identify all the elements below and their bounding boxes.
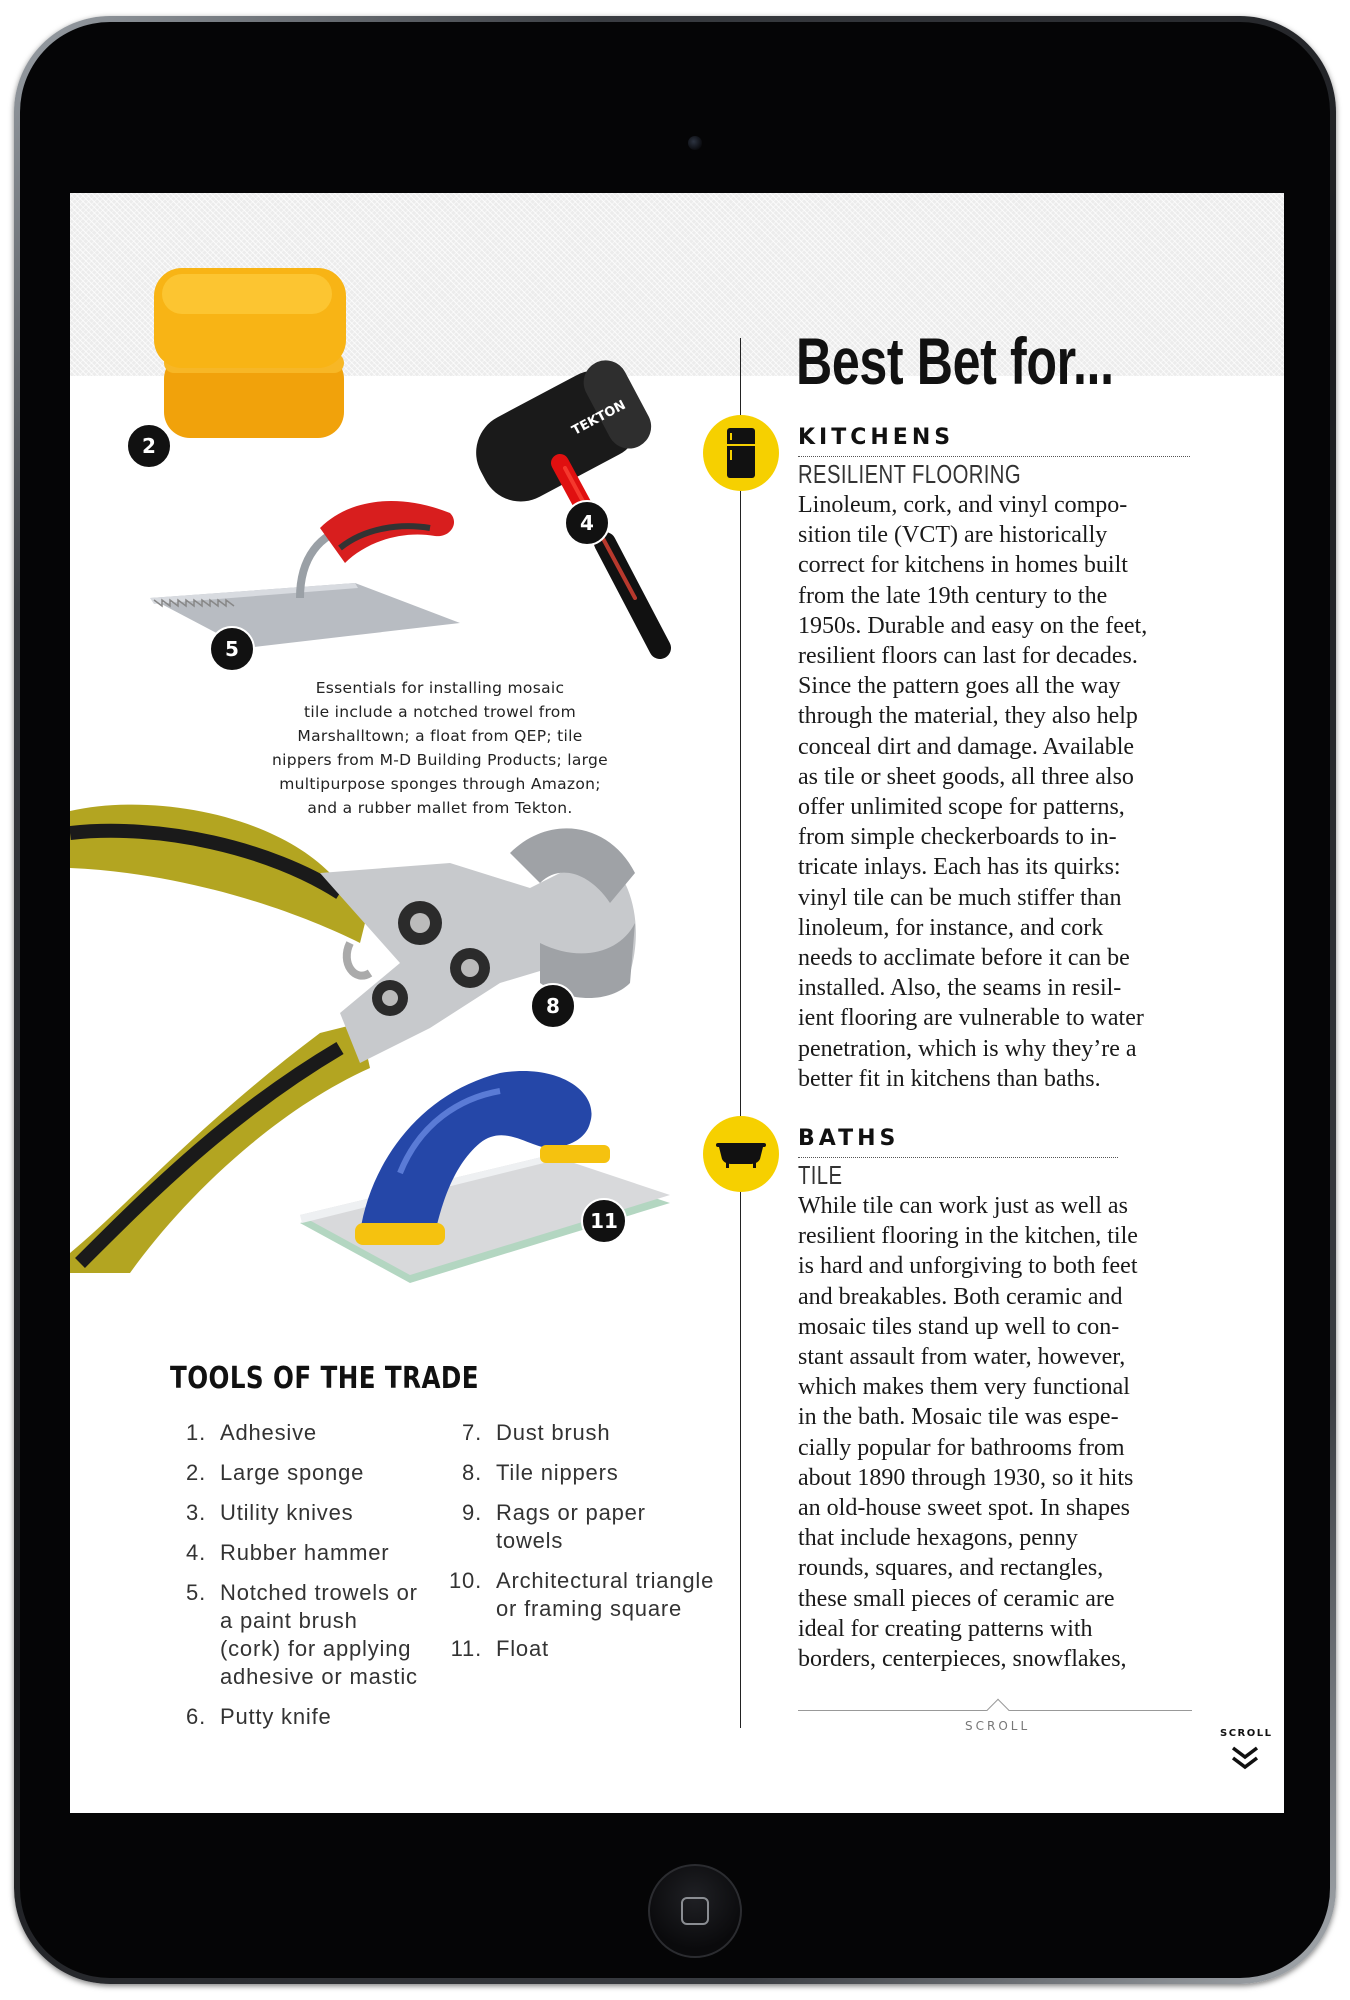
- body-line: offer unlimited scope for patterns,: [798, 794, 1125, 821]
- bathtub-icon: [703, 1116, 779, 1192]
- baths-body: [798, 1191, 1188, 1674]
- tool-item: [170, 1539, 470, 1567]
- tool-number: 3.: [186, 1500, 206, 1525]
- tool-item: [170, 1459, 470, 1487]
- tool-item: [170, 1703, 470, 1731]
- body-line: Since the pattern goes all the way: [798, 673, 1121, 700]
- body-line: borders, centerpieces, snowflakes,: [798, 1646, 1127, 1673]
- grout-float-image: [300, 1053, 700, 1283]
- tool-label: Putty knife: [220, 1704, 332, 1729]
- body-line: as tile or sheet goods, all three also: [798, 763, 1134, 790]
- tools-of-the-trade-heading: TOOLS OF THE TRADE: [170, 1361, 479, 1396]
- body-line: that include hexagons, penny: [798, 1525, 1078, 1552]
- camera-icon: [688, 136, 702, 150]
- tool-label: Utility knives: [220, 1500, 354, 1525]
- body-line: needs to acclimate before it can be: [798, 945, 1130, 972]
- body-line: correct for kitchens in homes built: [798, 552, 1128, 579]
- sponge-number-badge: 2: [126, 423, 172, 469]
- body-line: 1950s. Durable and easy on the feet,: [798, 612, 1148, 639]
- body-line: ideal for creating patterns with: [798, 1615, 1093, 1642]
- body-line: better fit in kitchens than baths.: [798, 1065, 1101, 1092]
- tool-item: [446, 1459, 736, 1487]
- body-line: which makes them very functional: [798, 1374, 1130, 1401]
- tool-label: Large sponge: [220, 1460, 365, 1485]
- mallet-number-badge: 4: [564, 500, 610, 546]
- caption-line: and a rubber mallet from Tekton.: [307, 799, 573, 817]
- body-line: from simple checkerboards to in-: [798, 824, 1117, 851]
- tool-label: Notched trowels or a paint brush (cork) for applying adhesive or mastic: [220, 1580, 418, 1689]
- tool-number: 1.: [186, 1420, 206, 1445]
- body-line: mosaic tiles stand up well to con-: [798, 1313, 1120, 1340]
- baths-heading: BATHS: [798, 1126, 1118, 1158]
- body-line: is hard and unforgiving to both feet: [798, 1253, 1138, 1280]
- body-line: installed. Also, the seams in resil-: [798, 975, 1122, 1002]
- kitchens-body: [798, 490, 1188, 1094]
- trowel-number-badge: 5: [209, 626, 255, 672]
- body-line: and breakables. Both ceramic and: [798, 1283, 1123, 1310]
- caption-line: Essentials for installing mosaic: [315, 679, 565, 697]
- caption-line: multipurpose sponges through Amazon;: [279, 775, 601, 793]
- column-divider: [740, 338, 741, 1728]
- body-line: ient flooring are vulnerable to water: [798, 1005, 1144, 1032]
- body-line: penetration, which is why they’re a: [798, 1035, 1137, 1062]
- tool-item: [446, 1567, 736, 1623]
- notched-trowel-image: [150, 488, 480, 648]
- tool-label: Dust brush: [496, 1420, 611, 1445]
- float-number-badge: 11: [581, 1198, 627, 1244]
- tool-number: 9.: [462, 1500, 482, 1525]
- tool-item: [446, 1635, 736, 1663]
- home-button[interactable]: [648, 1864, 742, 1958]
- tool-item: [170, 1579, 470, 1691]
- tool-item: [446, 1419, 736, 1447]
- nippers-number-badge: 8: [530, 983, 576, 1029]
- tool-label: Rags or paper towels: [496, 1500, 646, 1553]
- tools-list-right: [446, 1419, 736, 1675]
- tool-label: Adhesive: [220, 1420, 317, 1445]
- magazine-page: [70, 193, 1284, 1813]
- tool-number: 2.: [186, 1460, 206, 1485]
- svg-text:TEKTON: TEKTON: [569, 397, 629, 439]
- body-line: stant assault from water, however,: [798, 1344, 1126, 1371]
- tools-list-left: [170, 1419, 470, 1743]
- tool-item: [446, 1499, 736, 1555]
- tool-item: [170, 1419, 470, 1447]
- rubber-mallet-image: [455, 328, 705, 668]
- body-line: While tile can work just as well as: [798, 1193, 1128, 1219]
- tool-number: 8.: [462, 1460, 482, 1485]
- body-line: cially popular for bathrooms from: [798, 1434, 1125, 1461]
- kitchens-subheading: RESILIENT FLOORING: [798, 459, 1022, 489]
- tool-label: Architectural triangle or framing square: [496, 1568, 715, 1621]
- body-line: resilient floors can last for decades.: [798, 643, 1138, 670]
- tool-label: Tile nippers: [496, 1460, 619, 1485]
- body-line: from the late 19th century to the: [798, 582, 1108, 609]
- caption-line: Marshalltown; a float from QEP; tile: [297, 727, 583, 745]
- body-line: vinyl tile can be much stiffer than: [798, 884, 1122, 911]
- body-line: these small pieces of ceramic are: [798, 1585, 1115, 1612]
- body-line: conceal dirt and damage. Available: [798, 733, 1135, 760]
- body-line: in the bath. Mosaic tile was espe-: [798, 1404, 1119, 1431]
- tool-number: 11.: [450, 1636, 482, 1661]
- tool-number: 4.: [186, 1540, 206, 1565]
- body-line: linoleum, for instance, and cork: [798, 914, 1104, 941]
- scroll-notch-icon: [987, 1699, 1010, 1722]
- tool-number: 7.: [462, 1420, 482, 1445]
- body-line: resilient flooring in the kitchen, tile: [798, 1223, 1138, 1250]
- body-line: Linoleum, cork, and vinyl compo-: [798, 492, 1128, 518]
- baths-subheading: TILE: [798, 1160, 843, 1190]
- double-chevron-down-icon: [1230, 1745, 1260, 1771]
- scroll-indicator-label: SCROLL: [965, 1719, 1031, 1733]
- scroll-button-label: SCROLL: [1220, 1728, 1273, 1739]
- tool-number: 10.: [449, 1568, 482, 1593]
- body-line: rounds, squares, and rectangles,: [798, 1555, 1104, 1582]
- body-line: through the material, they also help: [798, 703, 1138, 730]
- sponge-image: [150, 268, 350, 443]
- caption-line: nippers from M-D Building Products; large: [271, 751, 608, 769]
- body-line: sition tile (VCT) are historically: [798, 522, 1108, 549]
- best-bet-heading: Best Bet for...: [796, 324, 1114, 398]
- body-line: about 1890 through 1930, so it hits: [798, 1464, 1134, 1491]
- tool-number: 6.: [186, 1704, 206, 1729]
- refrigerator-icon: [703, 415, 779, 491]
- body-line: tricate inlays. Each has its quirks:: [798, 854, 1121, 881]
- caption-line: tile include a notched trowel from: [303, 703, 576, 721]
- home-square-icon: [681, 1897, 709, 1925]
- tool-label: Float: [496, 1636, 549, 1661]
- scroll-down-button[interactable]: [1220, 1728, 1273, 1784]
- kitchens-heading: KITCHENS: [798, 425, 1190, 457]
- tool-label: Rubber hammer: [220, 1540, 390, 1565]
- body-line: an old-house sweet spot. In shapes: [798, 1495, 1130, 1522]
- tool-number: 5.: [186, 1580, 206, 1605]
- tool-item: [170, 1499, 470, 1527]
